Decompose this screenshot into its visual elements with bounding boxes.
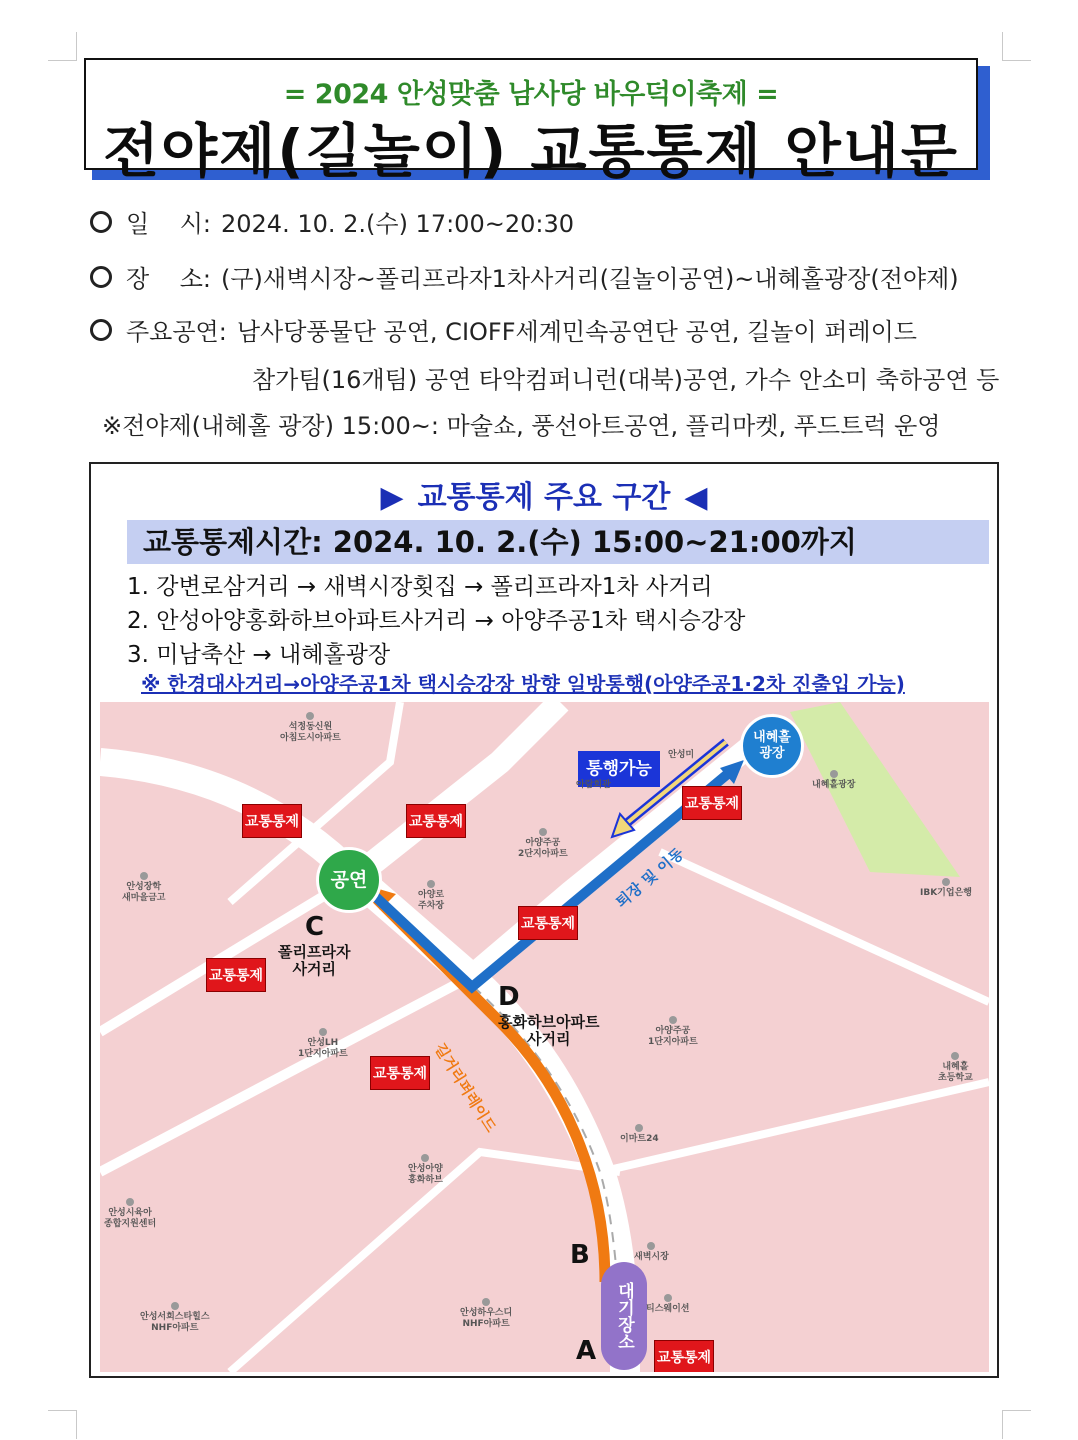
festival-subtitle: = 2024 안성맞춤 남사당 바우덕이축제 = xyxy=(283,79,779,110)
info-date-value: 2024. 10. 2.(수) 17:00~20:30 xyxy=(220,210,574,238)
traffic-control-sign-5: 교통통제 xyxy=(206,958,266,992)
marker-b: B xyxy=(570,1240,590,1270)
info-performance-value-2: 참가팀(16개팀) 공연 타악컴퍼니런(대북)공연, 가수 안소미 축하공연 등 xyxy=(252,366,1000,394)
poi-6: IBK기업은행 xyxy=(920,878,972,899)
crop-mark-top-left xyxy=(48,32,77,61)
poi-dot-icon xyxy=(647,1242,655,1250)
route-item-2: 2. 안성아양홍화하브아파트사거리 → 아양주공1차 택시승강장 xyxy=(127,608,746,634)
poi-dot-icon xyxy=(306,712,314,720)
plaza-circle: 내혜홀 광장 xyxy=(740,714,804,778)
poi-7: 안성LH 1단지아파트 xyxy=(298,1028,348,1060)
crop-mark-bottom-right xyxy=(1002,1410,1031,1439)
info-date-row xyxy=(90,204,1010,239)
poi-4: 아양로 주차장 xyxy=(418,880,444,912)
poi-dot-icon xyxy=(171,1302,179,1310)
poi-dot-icon xyxy=(421,1154,429,1162)
bullet-circle-icon xyxy=(90,266,112,288)
info-performance-row xyxy=(90,312,1010,347)
poi-dot-icon xyxy=(942,878,950,886)
poi-11: 안성아양 홍화하브 xyxy=(408,1154,443,1186)
poi-dot-icon xyxy=(635,1124,643,1132)
marker-c: C xyxy=(305,912,325,942)
poi-9: 내혜홀 초등학교 xyxy=(938,1052,973,1084)
traffic-control-panel xyxy=(89,462,999,1378)
poi-13: 새벽시장 xyxy=(634,1242,669,1263)
poi-14: 안성서희스타힐스 NHF아파트 xyxy=(140,1302,210,1334)
traffic-control-sign-7: 교통통제 xyxy=(654,1340,714,1372)
poi-12: 안성시육아 종합지원센터 xyxy=(104,1198,156,1230)
info-place-label: 장 소: xyxy=(126,265,211,293)
waiting-area-label: 대기장소 xyxy=(601,1262,647,1370)
poi-5: 내혜홀광장 xyxy=(812,770,855,791)
poi-15: 안성하우스디 NHF아파트 xyxy=(460,1298,512,1330)
poi-17: 아람회관 xyxy=(576,780,611,790)
section-title xyxy=(91,472,997,516)
poi-dot-icon xyxy=(482,1298,490,1306)
info-eve-note xyxy=(102,406,1022,441)
info-performance-value-1: 남사당풍물단 공연, CIOFF세계민속공연단 공연, 길놀이 퍼레이드 xyxy=(236,318,917,346)
control-time-bar: 교통통제시간: 2024. 10. 2.(수) 15:00~21:00까지 xyxy=(127,520,989,564)
road-west xyxy=(100,762,355,877)
place-d-label: 홍화하브아파트 사거리 xyxy=(498,1013,600,1048)
route-map xyxy=(100,702,989,1372)
poi-18: 안성미 xyxy=(668,750,695,760)
poi-dot-icon xyxy=(951,1052,959,1060)
marker-a: A xyxy=(576,1336,597,1366)
parade-route-label: 길거리퍼레이드 xyxy=(430,1039,500,1136)
info-place-value: (구)새벽시장~폴리프라자1차사거리(길놀이공연)~내혜홀광장(전야제) xyxy=(220,265,959,293)
info-eve-note-text: ※전야제(내혜홀 광장) 15:00~: 마술쇼, 풍선아트공연, 플리마켓, 푸드트럭 운영 xyxy=(102,412,941,440)
info-date-label: 일 시: xyxy=(126,210,211,238)
bullet-circle-icon xyxy=(90,319,112,341)
poi-dot-icon xyxy=(669,1016,677,1024)
triangle-right-icon: ▶ xyxy=(380,480,404,515)
route-item-1: 1. 강변로삼거리 → 새벽시장횟집 → 폴리프라자1차 사거리 xyxy=(127,574,713,600)
triangle-left-icon: ◀ xyxy=(684,480,708,515)
traffic-control-sign-2: 교통통제 xyxy=(406,804,466,838)
route-item-3: 3. 미남축산 → 내혜홀광장 xyxy=(127,642,391,668)
poi-dot-icon xyxy=(539,828,547,836)
poi-dot-icon xyxy=(140,872,148,880)
poi-8: 아양주공 1단지아파트 xyxy=(648,1016,698,1048)
poi-dot-icon xyxy=(664,1294,672,1302)
section-title-text: 교통통제 주요 구간 xyxy=(417,480,671,515)
crop-mark-bottom-left xyxy=(48,1410,77,1439)
bullet-circle-icon xyxy=(90,211,112,233)
poi-dot-icon xyxy=(427,880,435,888)
page-title: 전야제(길놀이) 교통통제 안내문 xyxy=(103,117,959,185)
performance-circle: 공연 xyxy=(316,847,382,913)
exit-route-label: 퇴장 및 이동 xyxy=(612,844,688,912)
traffic-control-sign-3: 교통통제 xyxy=(682,786,742,820)
crop-mark-top-right xyxy=(1002,32,1031,61)
title-box xyxy=(84,58,978,185)
poi-dot-icon xyxy=(319,1028,327,1036)
poi-10: 이마트24 xyxy=(620,1124,659,1145)
pass-allowed-label: 통행가능 xyxy=(578,751,660,787)
info-performance-label: 주요공연: xyxy=(126,318,227,346)
traffic-control-sign-4: 교통통제 xyxy=(518,906,578,940)
poi-dot-icon xyxy=(830,770,838,778)
poi-dot-icon xyxy=(126,1198,134,1206)
poi-2: 안성장학 새마을금고 xyxy=(122,872,165,904)
traffic-control-sign-6: 교통통제 xyxy=(370,1056,430,1090)
one-way-note: ※ 한경대사거리→아양주공1차 택시승강장 방향 일방통행(아양주공1·2차 진출입 가능) xyxy=(141,672,905,696)
poi-1: 석정동신원 아침도시아파트 xyxy=(280,712,341,744)
poi-3: 아양주공 2단지아파트 xyxy=(518,828,568,860)
marker-d: D xyxy=(498,982,520,1012)
place-c-label: 폴리프라자 사거리 xyxy=(278,943,351,978)
info-performance-row-2 xyxy=(252,360,1078,395)
traffic-control-sign-1: 교통통제 xyxy=(242,804,302,838)
poi-16: 티스웨이션 xyxy=(646,1294,689,1315)
info-place-row xyxy=(90,259,1010,294)
